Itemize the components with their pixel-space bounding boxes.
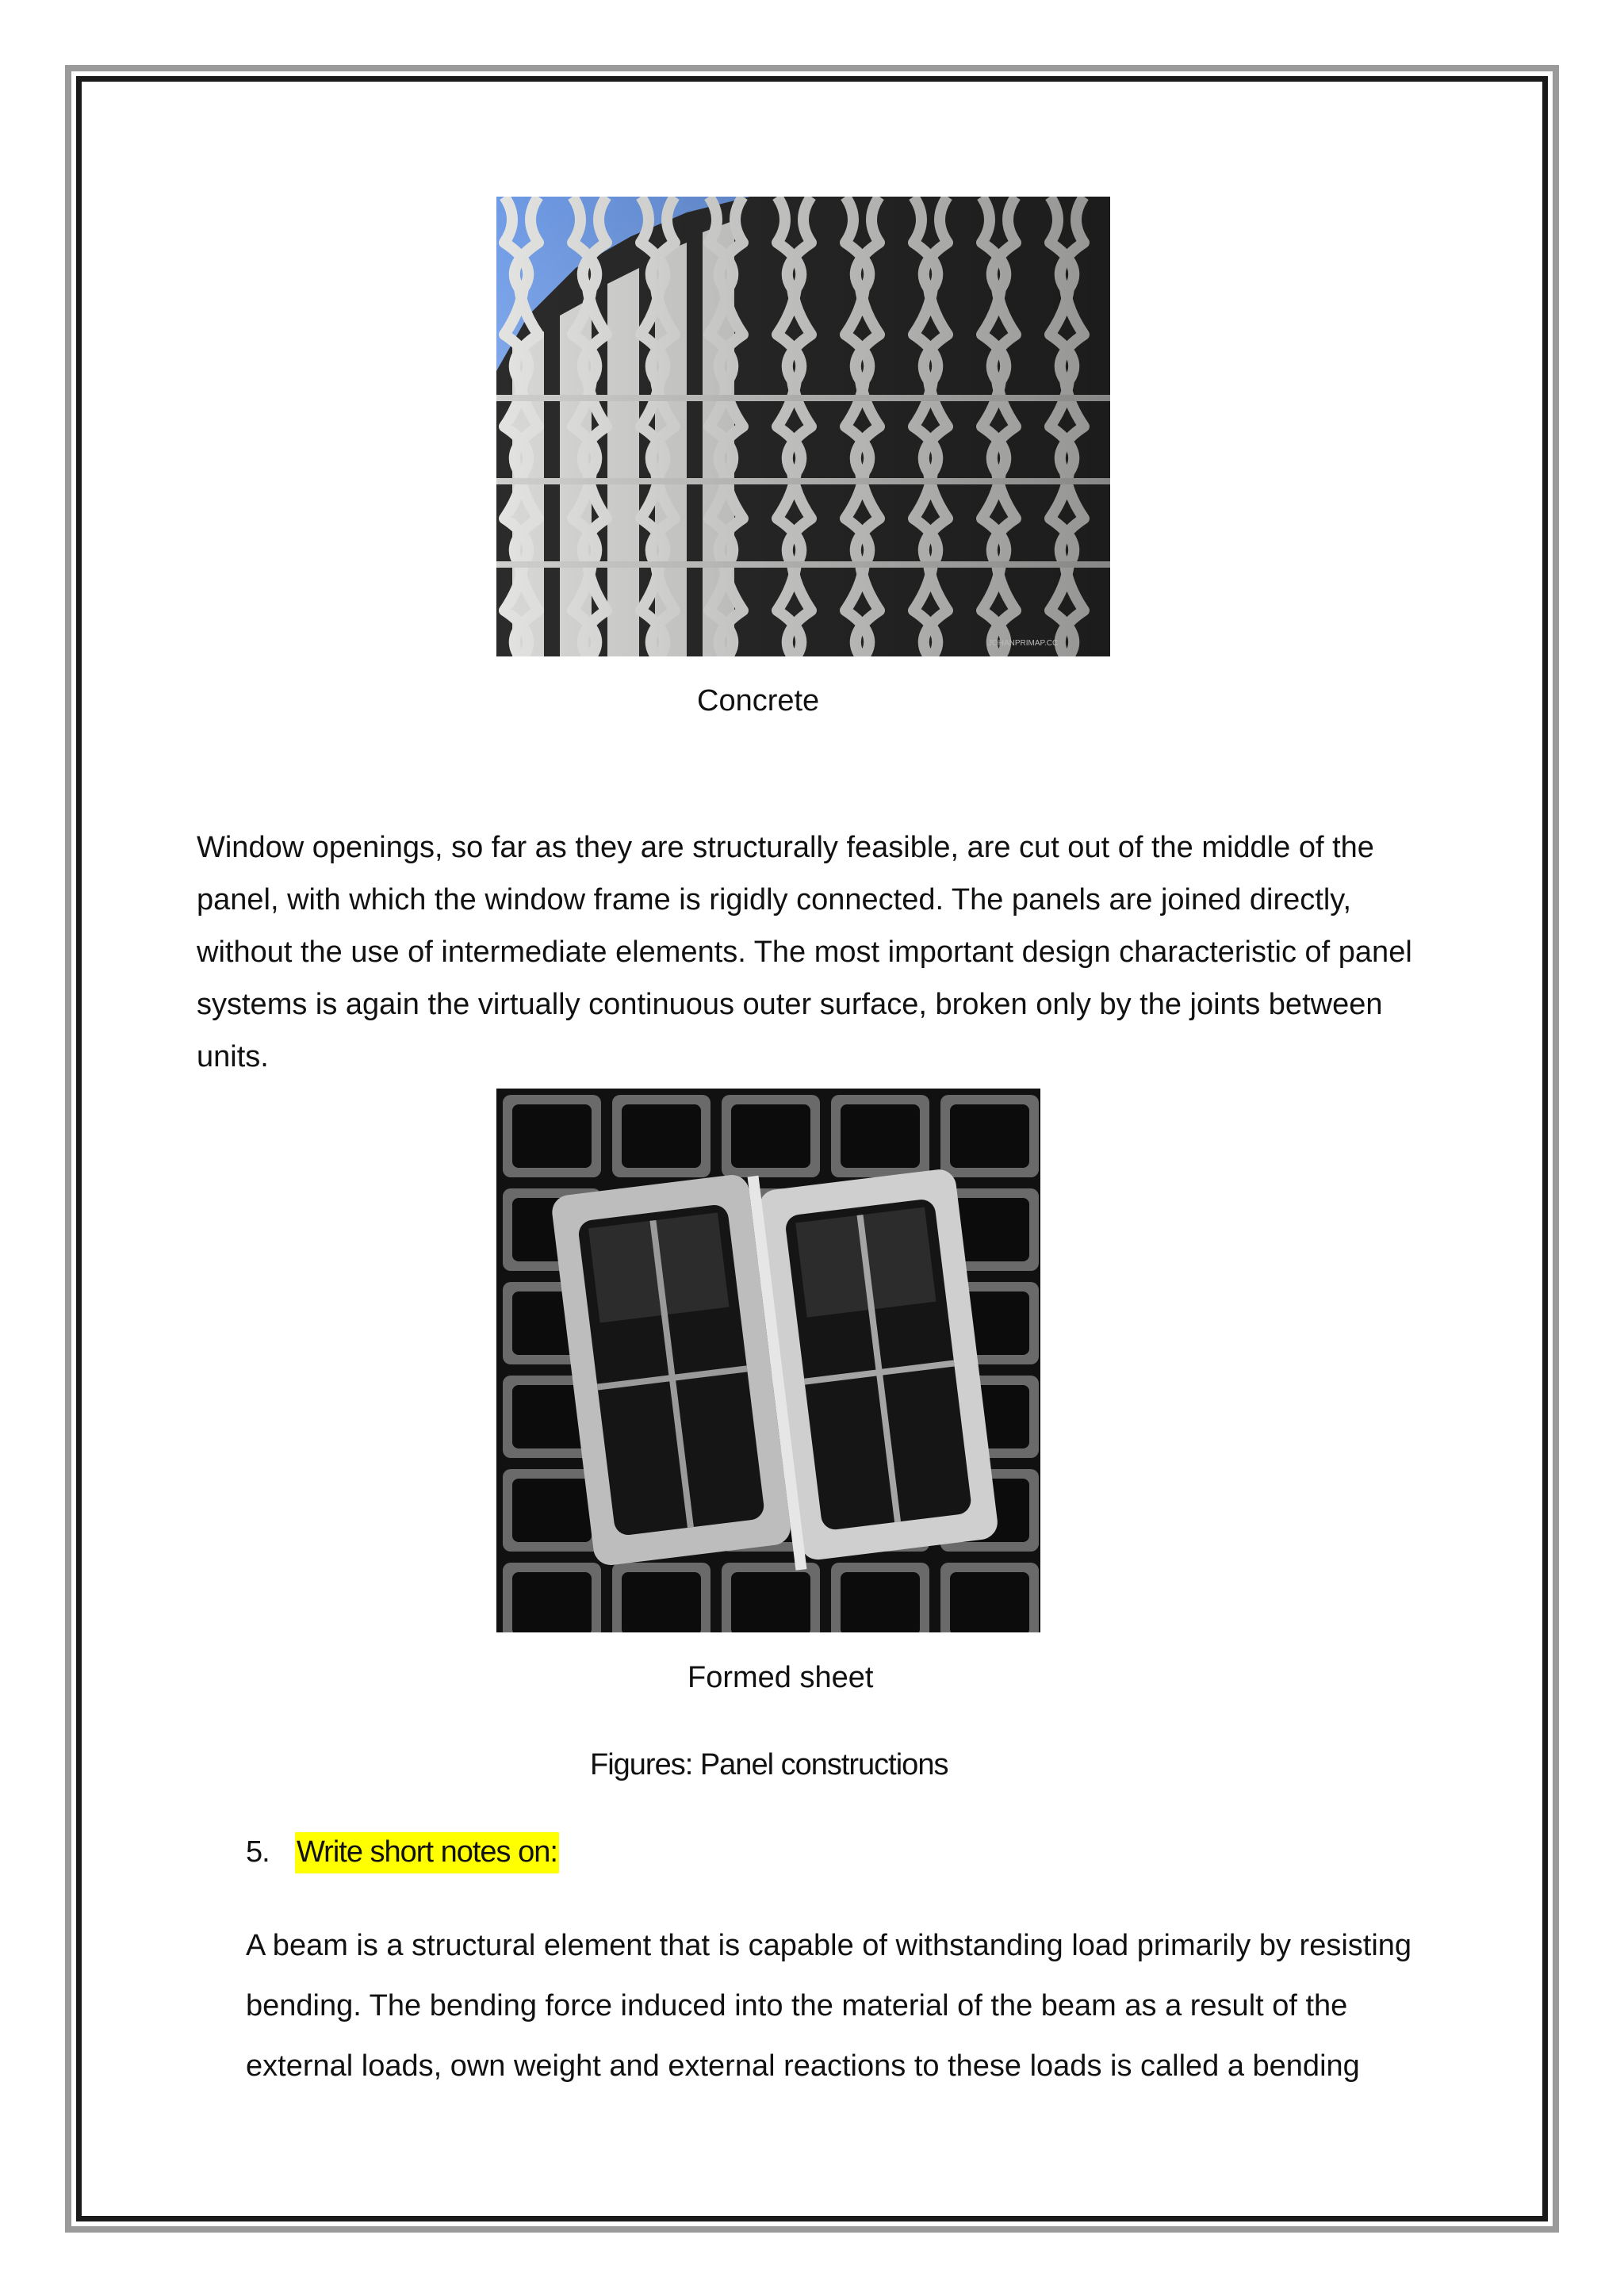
window-opening — [512, 1479, 592, 1542]
window-opening — [512, 1104, 592, 1168]
window-opening — [950, 1572, 1029, 1632]
paragraph-line: panel, with which the window frame is rigidly connected. The panels are joined directly, — [197, 883, 1352, 916]
window-opening — [841, 1104, 920, 1168]
window-opening — [512, 1572, 592, 1632]
image-watermark: JOHANPRIMAP.CC — [988, 639, 1059, 648]
section-heading-text: Write short notes on: — [295, 1832, 559, 1873]
window-opening — [950, 1104, 1029, 1168]
paragraph-beam — [246, 1915, 1451, 2096]
concrete-facade-image — [496, 197, 1110, 656]
formed-sheet-panel-image — [496, 1089, 1040, 1632]
figure-caption-formed-sheet: Formed sheet — [688, 1661, 874, 1694]
paragraph-line: bending. The bending force induced into the material of the beam as a result of the — [246, 1989, 1348, 2022]
paragraph-line: Window openings, so far as they are structurally feasible, are cut out of the middle of the — [197, 831, 1374, 864]
section-number: 5. — [246, 1835, 270, 1869]
paragraph-line: systems is again the virtually continuous outer surface, broken only by the joints between — [197, 988, 1383, 1021]
window-opening — [622, 1104, 701, 1168]
figures-group-caption: Figures: Panel constructions — [590, 1748, 948, 1781]
paragraph-line: units. — [197, 1040, 269, 1073]
paragraph-line: external loads, own weight and external reactions to these loads is called a bending — [246, 2049, 1360, 2083]
window-opening — [841, 1572, 920, 1632]
section-heading — [246, 1831, 559, 1873]
paragraph-line: without the use of intermediate elements. The most important design characteristic of panel — [197, 936, 1412, 969]
window-opening — [731, 1104, 810, 1168]
paragraph-line: A beam is a structural element that is capable of withstanding load primarily by resisting — [246, 1929, 1412, 1962]
window-opening — [622, 1572, 701, 1632]
figure-caption-concrete: Concrete — [697, 684, 820, 718]
window-opening — [731, 1572, 810, 1632]
paragraph-window-openings — [197, 821, 1434, 1083]
